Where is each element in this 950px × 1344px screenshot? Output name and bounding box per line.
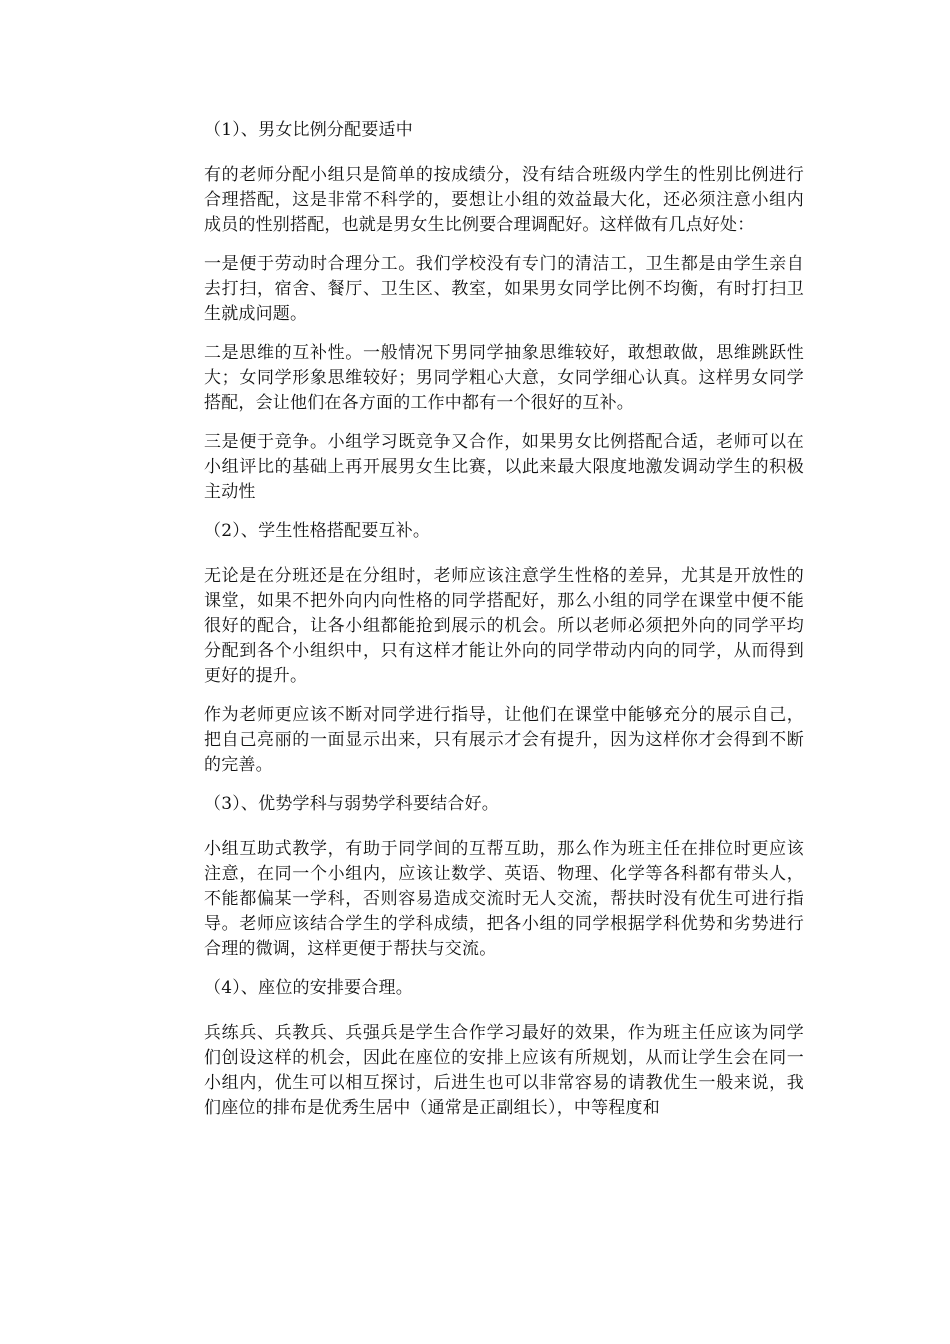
section-heading-2: （2）、学生性格搭配要互补。 (204, 521, 431, 541)
section-heading-3: （3）、优势学科与弱势学科要结合好。 (204, 794, 499, 814)
paragraph-thinking-complement: 二是思维的互补性。一般情况下男同学抽象思维较好，敢想敢做，思维跳跃性大；女同学形象思维较好；男同学粗心大意，女同学细心认真。这样男女同学搭配，会让他们在各方面的工作中都有一个很好的互补。 (204, 343, 804, 413)
paragraph-subjects: 小组互助式教学，有助于同学间的互帮互助，那么作为班主任在排位时更应该注意，在同一个小组内，应该让数学、英语、物理、化学等各科都有带头人，不能都偏某一学科，否则容易造成交流时无人交流，帮扶时没有优生可进行指导。老师应该结合学生的学科成绩，把各小组的同学根据学科优势和劣势进行合理的微调，这样更便于帮扶与交流。 (204, 839, 804, 959)
paragraph-personality: 无论是在分班还是在分组时，老师应该注意学生性格的差异，尤其是开放性的课堂，如果不把外向内向性格的同学搭配好，那么小组的同学在课堂中便不能很好的配合，让各小组都能抢到展示的机会。所以老师必须把外向的同学平均分配到各个小组织中，只有这样才能让外向的同学带动内向的同学，从而得到更好的提升。 (204, 566, 804, 686)
paragraph-seating: 兵练兵、兵教兵、兵强兵是学生合作学习最好的效果，作为班主任应该为同学们创设这样的机会，因此在座位的安排上应该有所规划，从而让学生会在同一小组内，优生可以相互探讨，后进生也可以非常容易的请教优生一般来说，我们座位的排布是优秀生居中（通常是正副组长），中等程度和 (204, 1023, 804, 1118)
paragraph-labor-division: 一是便于劳动时合理分工。我们学校没有专门的清洁工，卫生都是由学生亲自去打扫，宿舍、餐厅、卫生区、教室，如果男女同学比例不均衡，有时打扫卫生就成问题。 (204, 254, 804, 324)
paragraph-gender-ratio-intro: 有的老师分配小组只是简单的按成绩分，没有结合班级内学生的性别比例进行合理搭配，这是非常不科学的，要想让小组的效益最大化，还必须注意小组内成员的性别搭配，也就是男女生比例要合理调配好。这样做有几点好处： (204, 165, 804, 235)
section-heading-4: （4）、座位的安排要合理。 (204, 978, 413, 998)
paragraph-teacher-guidance: 作为老师更应该不断对同学进行指导，让他们在课堂中能够充分的展示自己，把自己亮丽的一面显示出来，只有展示才会有提升，因为这样你才会得到不断的完善。 (204, 705, 804, 775)
section-heading-1: （1）、男女比例分配要适中 (204, 120, 413, 140)
document-page (204, 118, 804, 1135)
paragraph-competition: 三是便于竞争。小组学习既竞争又合作，如果男女比例搭配合适，老师可以在小组评比的基础上再开展男女生比赛，以此来最大限度地激发调动学生的积极主动性 (204, 432, 804, 502)
